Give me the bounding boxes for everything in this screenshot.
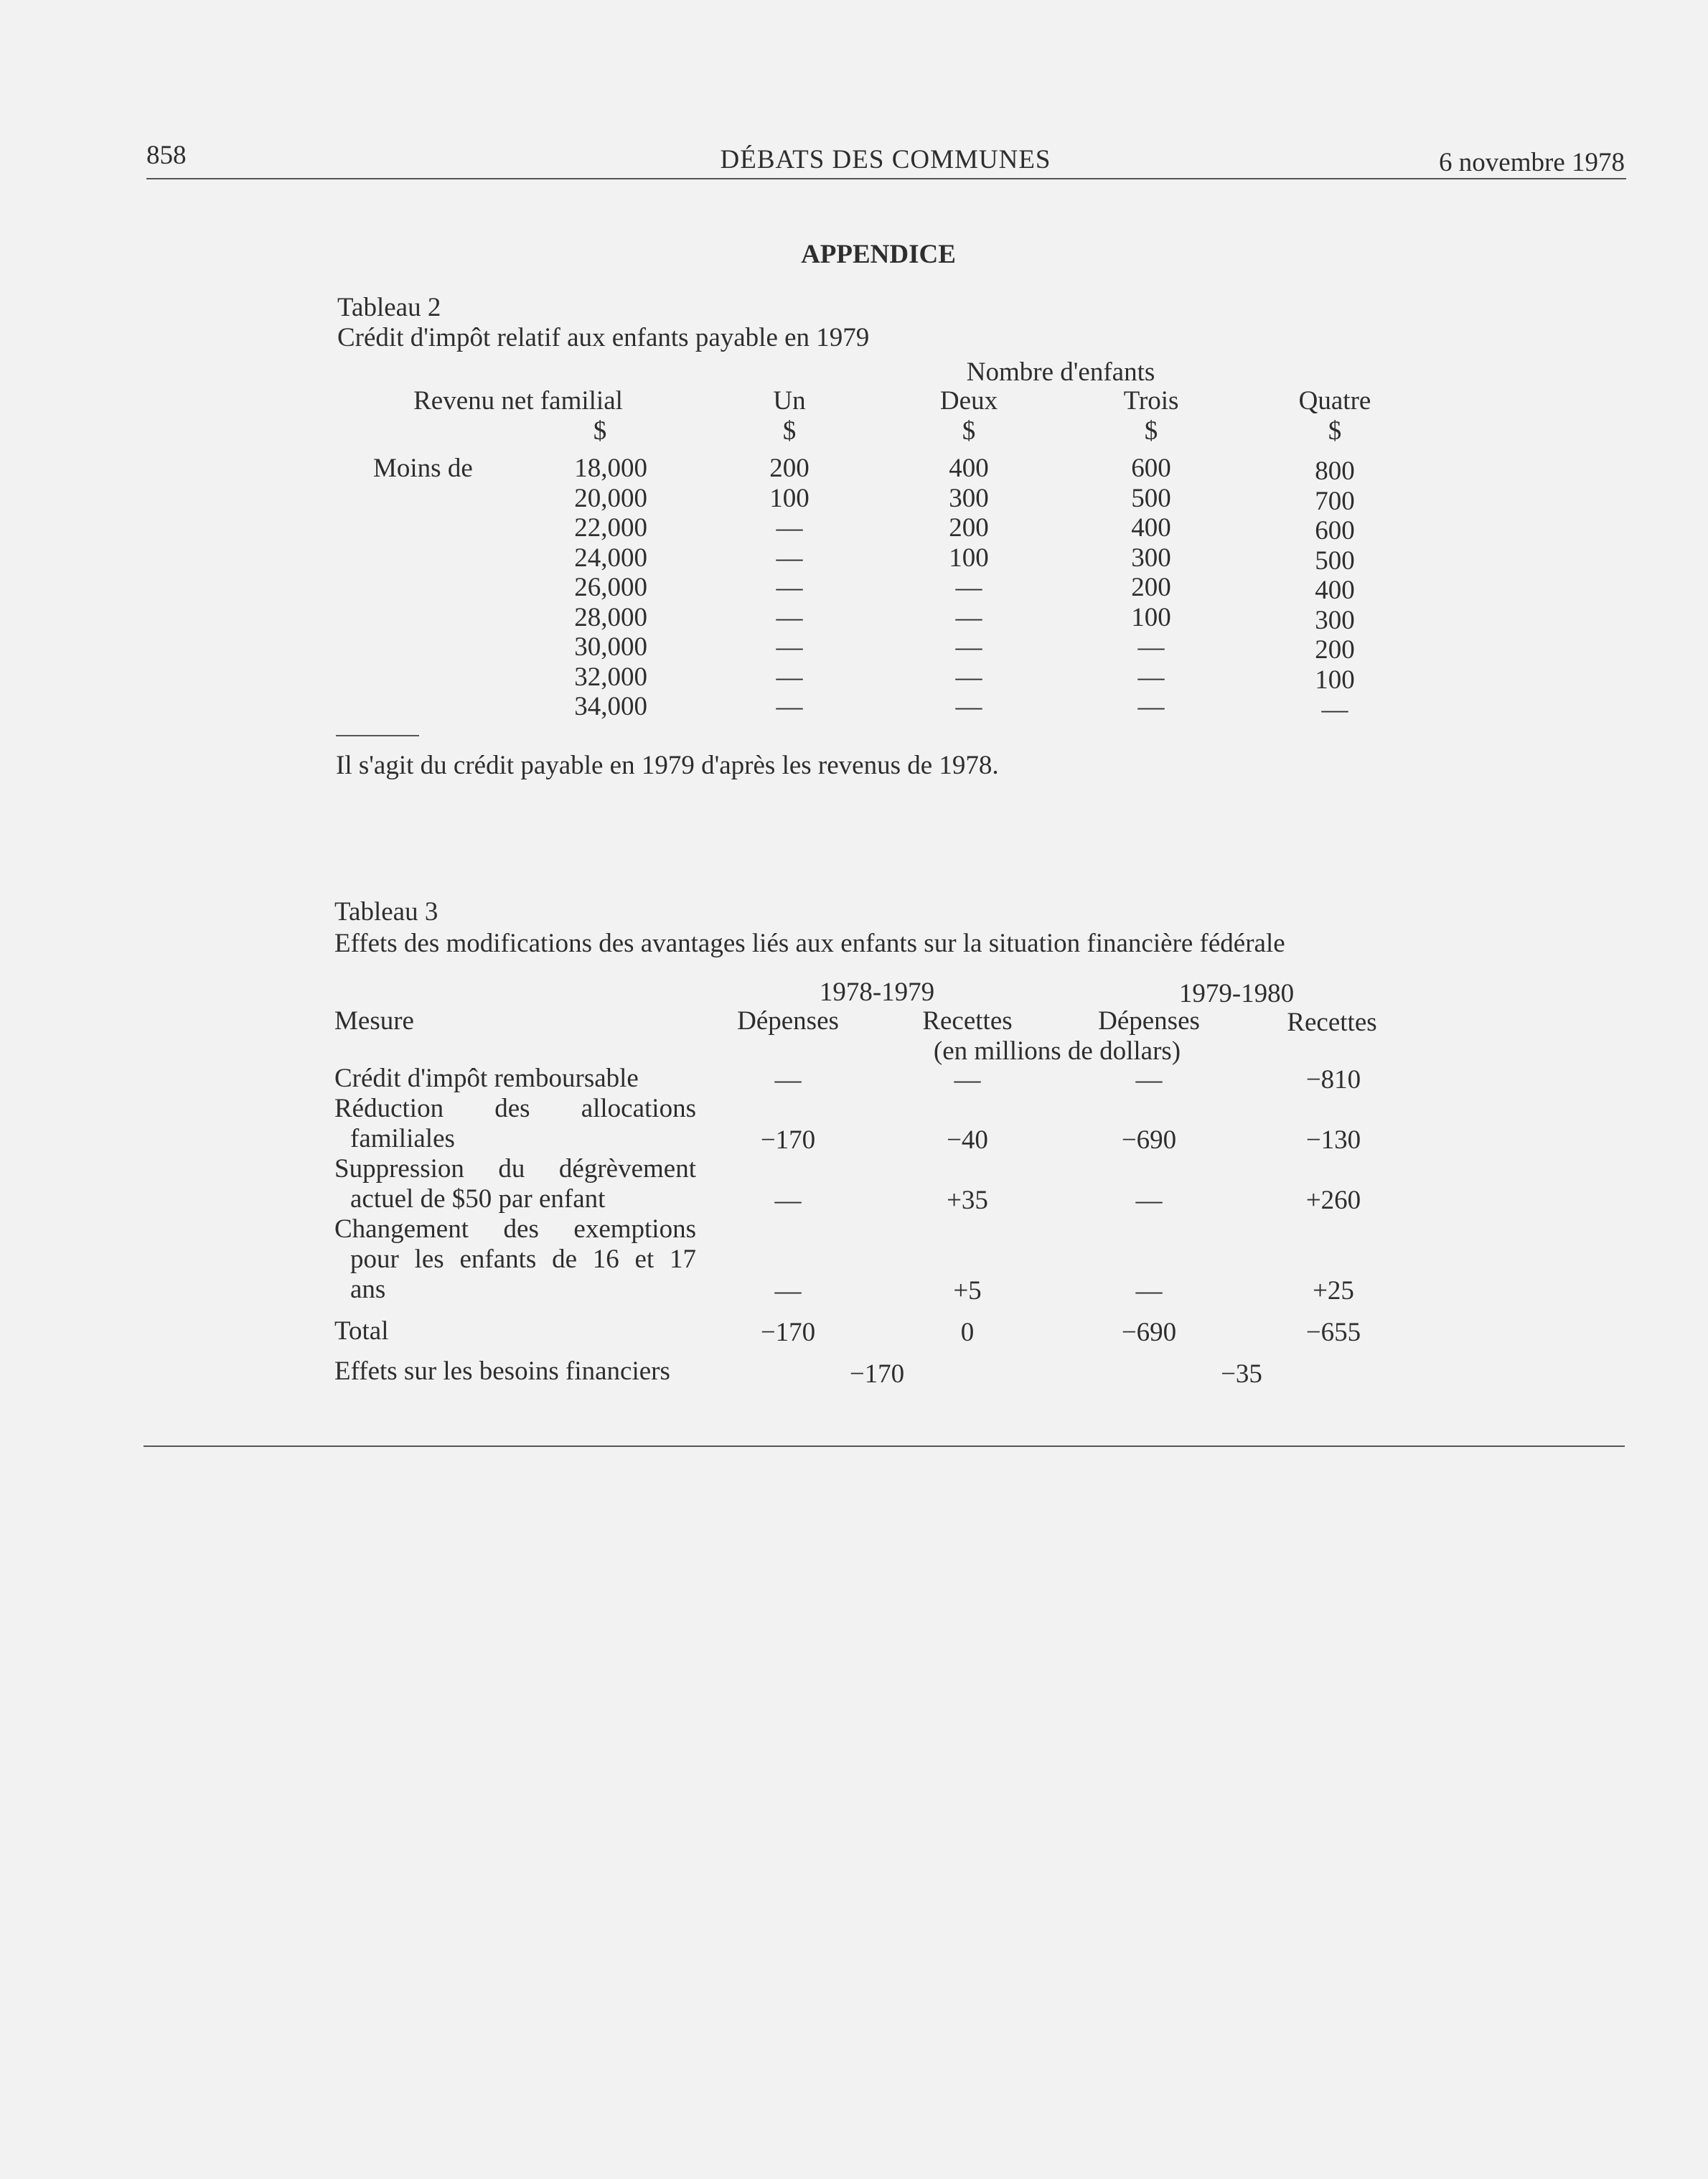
- table2-value-cell: —: [776, 513, 803, 543]
- table3-col-mesure: Mesure: [334, 1006, 414, 1036]
- table3-effects-cell: −170: [849, 1359, 905, 1389]
- appendix-title: APPENDICE: [801, 240, 956, 269]
- table2-value-cell: —: [955, 662, 982, 692]
- table2-value-cell: —: [1321, 695, 1348, 724]
- table2-col-header: Revenu net familial: [413, 386, 623, 416]
- table2-col-header: Trois: [1123, 386, 1179, 416]
- page-number: 858: [146, 141, 187, 170]
- header-rule: [146, 178, 1626, 179]
- table2-value-cell: —: [1137, 662, 1165, 692]
- table3-col-depenses-1: Dépenses: [737, 1006, 839, 1036]
- table3-value-cell: −810: [1305, 1065, 1361, 1095]
- table2-caption: Crédit d'impôt relatif aux enfants payable en 1979: [337, 323, 870, 352]
- table2-value-cell: —: [955, 632, 982, 662]
- page-date: 6 novembre 1978: [1439, 148, 1625, 177]
- table2-value-cell: —: [776, 602, 803, 632]
- table2-col-header: Un: [773, 386, 806, 416]
- table3-col-depenses-2: Dépenses: [1098, 1006, 1200, 1036]
- bottom-rule: [144, 1445, 1625, 1447]
- table3-period-1: 1978-1979: [819, 978, 935, 1007]
- table2-value-cell: 700: [1315, 486, 1355, 516]
- table3-label: Tableau 3: [334, 897, 438, 927]
- table2-value-cell: 500: [1131, 483, 1171, 513]
- table2-income-cell: 18,000: [574, 454, 647, 483]
- table3-measure-label: ans: [350, 1275, 386, 1304]
- table3-value-cell: +5: [953, 1276, 982, 1306]
- table2-value-cell: —: [1137, 692, 1165, 721]
- table2-unit: $: [593, 416, 607, 446]
- table2-value-cell: —: [955, 692, 982, 721]
- table2-value-cell: 100: [1315, 665, 1355, 695]
- table2-unit: $: [962, 416, 976, 446]
- table2-unit: $: [1328, 416, 1342, 446]
- table3-effects-label: Effets sur les besoins financiers: [334, 1356, 670, 1386]
- table2-income-cell: 30,000: [574, 632, 647, 662]
- table2-footnote-rule: [336, 735, 419, 736]
- table3-value-cell: −690: [1121, 1125, 1177, 1155]
- table2-value-cell: 100: [949, 543, 989, 573]
- table3-value-cell: —: [774, 1186, 802, 1215]
- table3-total-cell: −170: [760, 1318, 816, 1347]
- table2-col-header: Deux: [939, 386, 998, 416]
- table3-value-cell: +35: [947, 1186, 988, 1215]
- table2-value-cell: —: [955, 602, 982, 632]
- table2-income-cell: 32,000: [574, 662, 647, 692]
- table2-value-cell: 300: [1131, 543, 1171, 573]
- table3-value-cell: +25: [1313, 1276, 1354, 1306]
- table3-value-cell: −170: [760, 1125, 816, 1155]
- table3-value-cell: −130: [1305, 1125, 1361, 1155]
- table2-value-cell: 500: [1315, 545, 1355, 576]
- table3-caption: Effets des modifications des avantages liés aux enfants sur la situation financière fédérale: [334, 929, 1285, 958]
- table2-income-cell: 28,000: [574, 602, 647, 632]
- table2-value-cell: —: [955, 573, 982, 602]
- table2-income-cell: 20,000: [574, 483, 647, 513]
- table2-value-cell: —: [1137, 632, 1165, 662]
- table2-value-cell: —: [776, 692, 803, 721]
- table2-value-cell: 200: [949, 513, 989, 543]
- table2-value-cell: 300: [949, 483, 989, 513]
- table2-value-cell: —: [776, 662, 803, 692]
- table2-col-header: Quatre: [1298, 386, 1371, 416]
- table3-total-label: Total: [334, 1316, 389, 1346]
- table3-total-cell: −655: [1305, 1318, 1361, 1347]
- table3-value-cell: —: [1135, 1065, 1163, 1095]
- table3-total-cell: −690: [1121, 1318, 1177, 1347]
- table3-value-cell: —: [954, 1065, 981, 1095]
- table2-value-cell: 800: [1315, 456, 1355, 486]
- table3-effects-cell: −35: [1221, 1359, 1262, 1389]
- table3-measure-label: familiales: [350, 1124, 455, 1153]
- table2-value-cell: 400: [1315, 576, 1355, 605]
- table3-period-2: 1979-1980: [1178, 979, 1295, 1008]
- table3-col-recettes-2: Recettes: [1287, 1008, 1377, 1037]
- table2-unit: $: [782, 416, 797, 446]
- table3-total-cell: 0: [960, 1318, 975, 1347]
- table2-income-cell: 26,000: [574, 573, 647, 602]
- table3-value-cell: +260: [1305, 1186, 1361, 1215]
- table2-value-cell: —: [776, 543, 803, 573]
- table2-value-cell: 200: [1131, 573, 1171, 602]
- table2-group-header: Nombre d'enfants: [966, 357, 1155, 387]
- table2-income-cell: 34,000: [574, 692, 647, 721]
- table2-value-cell: 600: [1315, 516, 1355, 545]
- table3-units-note: (en millions de dollars): [933, 1036, 1181, 1066]
- table2-footnote: Il s'agit du crédit payable en 1979 d'après les revenus de 1978.: [336, 751, 999, 780]
- table3-value-cell: —: [774, 1065, 802, 1095]
- table3-value-cell: —: [1135, 1186, 1163, 1215]
- table2-row-prefix: Moins de: [373, 454, 473, 483]
- table3-measure-label: Changement des exemptions: [334, 1214, 696, 1244]
- table2-value-cell: 300: [1315, 605, 1355, 635]
- table2-value-cell: 400: [949, 454, 989, 483]
- table2-value-cell: 400: [1131, 513, 1171, 543]
- table3-value-cell: —: [774, 1276, 802, 1306]
- table2-value-cell: 200: [1315, 635, 1355, 665]
- table2-value-cell: 100: [1131, 602, 1171, 632]
- table3-measure-label: Crédit d'impôt remboursable: [334, 1064, 639, 1093]
- table3-measure-label: pour les enfants de 16 et 17: [350, 1245, 696, 1274]
- table3-measure-label: Suppression du dégrèvement: [334, 1154, 696, 1184]
- running-title: DÉBATS DES COMMUNES: [720, 145, 1051, 174]
- table2-label: Tableau 2: [337, 293, 441, 322]
- table3-value-cell: —: [1135, 1276, 1163, 1306]
- table2-value-cell: —: [776, 632, 803, 662]
- table3-measure-label: Réduction des allocations: [334, 1094, 696, 1123]
- table3-value-cell: −40: [947, 1125, 988, 1155]
- table2-value-cell: 100: [769, 483, 810, 513]
- table2-unit: $: [1144, 416, 1158, 446]
- table2-income-cell: 22,000: [574, 513, 647, 543]
- table2-income-cell: 24,000: [574, 543, 647, 573]
- table2-value-cell: 600: [1131, 454, 1171, 483]
- table2-value-cell: —: [776, 573, 803, 602]
- table2-value-cell: 200: [769, 454, 810, 483]
- table3-measure-label: actuel de $50 par enfant: [350, 1184, 606, 1214]
- table3-col-recettes-1: Recettes: [922, 1006, 1013, 1036]
